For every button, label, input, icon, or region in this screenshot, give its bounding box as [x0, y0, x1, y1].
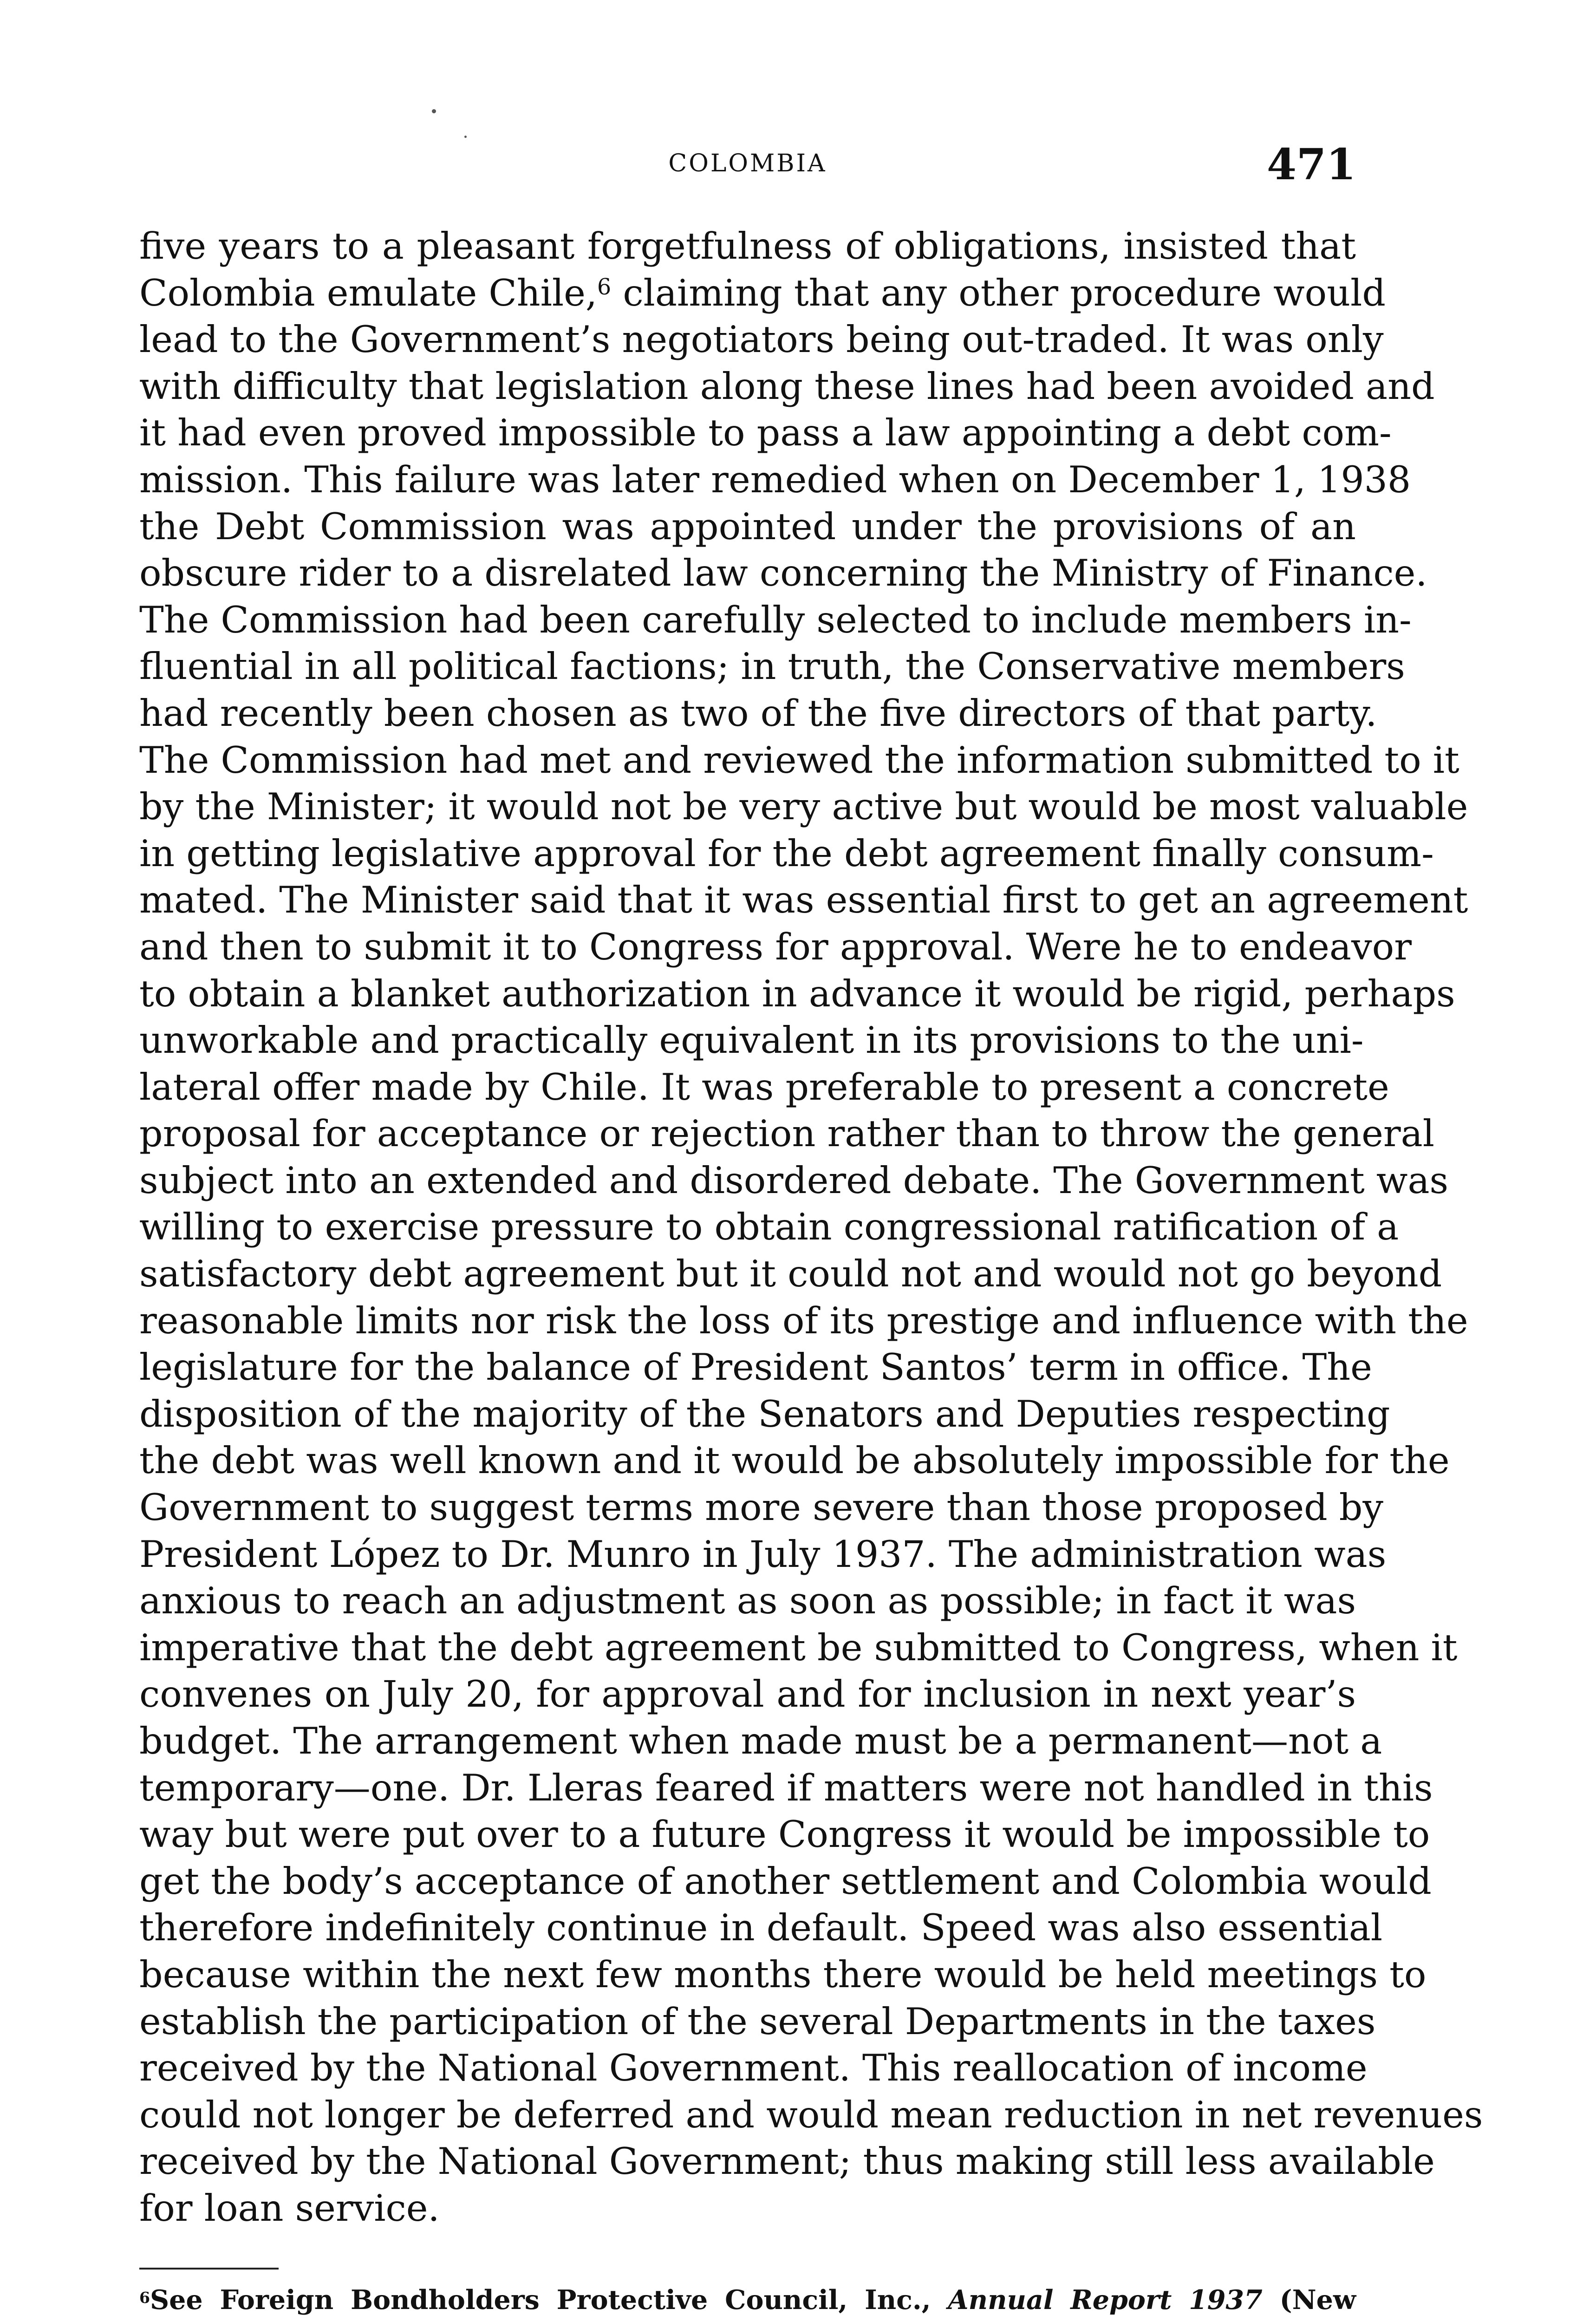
- text-line: for loan service.: [139, 2186, 440, 2230]
- text-line: received by the National Government. This reallocation of income: [139, 2047, 1368, 2090]
- text-line: legislature for the balance of President Santos’ term in office. The: [139, 1346, 1372, 1389]
- text-line: therefore indefinitely continue in default. Speed was also essential: [139, 1906, 1383, 1950]
- footnote-text: See Foreign Bondholders Protective Council, Inc.,: [150, 2284, 948, 2315]
- text-line: lead to the Government’s negotiators being out-traded. It was only: [139, 318, 1384, 361]
- text-line: received by the National Government; thus making still less available: [139, 2140, 1435, 2183]
- text-line: could not longer be deferred and would mean reduction in net revenues: [139, 2093, 1483, 2136]
- text-line: in getting legislative approval for the debt agreement finally consum-: [139, 832, 1434, 875]
- running-head: [139, 139, 1356, 195]
- footnote-reference: 6: [597, 274, 612, 300]
- scan-speck: [432, 109, 436, 113]
- text-line: it had even proved impossible to pass a law appointing a debt com-: [139, 411, 1392, 455]
- running-title: COLOMBIA: [668, 150, 827, 177]
- text-line: The Commission had been carefully selected to include members in-: [139, 598, 1412, 641]
- text-line: with difficulty that legislation along these lines had been avoided and: [139, 365, 1435, 408]
- text-line: five years to a pleasant forgetfulness of obligations, insisted that: [139, 225, 1356, 267]
- scan-speck: [464, 136, 467, 138]
- body-paragraph: [139, 223, 1483, 2232]
- text-line: lateral offer made by Chile. It was preferable to present a concrete: [139, 1065, 1389, 1109]
- footnote-title: Annual Report 1937: [948, 2284, 1263, 2315]
- text-line: unworkable and practically equivalent in its provisions to the uni-: [139, 1019, 1364, 1062]
- text-line: by the Minister; it would not be very active but would be most valuable: [139, 785, 1468, 828]
- text-line: satisfactory debt agreement but it could not and would not go beyond: [139, 1252, 1442, 1296]
- text-line: Government to suggest terms more severe than those proposed by: [139, 1486, 1383, 1529]
- text-line: budget. The arrangement when made must be a permanent—not a: [139, 1720, 1382, 1762]
- text-line: mission. This failure was later remedied when on December 1, 1938: [139, 458, 1411, 501]
- text-line: fluential in all political factions; in truth, the Conservative members: [139, 645, 1405, 688]
- text-line: convenes on July 20, for approval and for inclusion in next year’s: [139, 1673, 1356, 1716]
- text-line: the debt was well known and it would be absolutely impossible for the: [139, 1439, 1450, 1482]
- footnote-line: [139, 2280, 1356, 2320]
- text-line: subject into an extended and disordered debate. The Government was: [139, 1159, 1449, 1202]
- text-line: because within the next few months there would be held meetings to: [139, 1953, 1427, 1996]
- text-line: President López to Dr. Munro in July 1937. The administration was: [139, 1533, 1387, 1576]
- text-line: [139, 270, 1386, 317]
- text-line-part: claiming that any other procedure would: [611, 271, 1386, 314]
- text-line: anxious to reach an adjustment as soon as possible; in fact it was: [139, 1579, 1356, 1623]
- footnote: [139, 2280, 1356, 2322]
- text-line: had recently been chosen as two of the five directors of that party.: [139, 691, 1377, 735]
- text-line: obscure rider to a disrelated law concerning the Ministry of Finance.: [139, 552, 1427, 595]
- text-line: proposal for acceptance or rejection rather than to throw the general: [139, 1112, 1434, 1155]
- footnote-text-cont: (New: [1262, 2284, 1356, 2315]
- text-line: establish the participation of the several Departments in the taxes: [139, 2000, 1376, 2043]
- footnote-rule: [139, 2268, 279, 2270]
- text-line: disposition of the majority of the Senators and Deputies respecting: [139, 1392, 1390, 1435]
- text-line: reasonable limits nor risk the loss of its prestige and influence with the: [139, 1299, 1468, 1342]
- text-line: to obtain a blanket authorization in advance it would be rigid, perhaps: [139, 972, 1455, 1015]
- text-line: mated. The Minister said that it was essential first to get an agreement: [139, 879, 1468, 922]
- text-line: the Debt Commission was appointed under the provisions of an: [139, 505, 1356, 548]
- text-line: and then to submit it to Congress for approval. Were he to endeavor: [139, 925, 1412, 968]
- text-line: The Commission had met and reviewed the information submitted to it: [139, 738, 1459, 782]
- page-number: 471: [1266, 139, 1356, 189]
- text-line: get the body’s acceptance of another settlement and Colombia would: [139, 1859, 1432, 1903]
- footnote-line: [139, 2320, 1356, 2322]
- text-line-part: Colombia emulate Chile,: [139, 271, 598, 314]
- text-line: imperative that the debt agreement be submitted to Congress, when it: [139, 1626, 1458, 1669]
- text-line: temporary—one. Dr. Lleras feared if matters were not handled in this: [139, 1766, 1433, 1809]
- footnote-marker: 6: [139, 2288, 150, 2307]
- text-line: willing to exercise pressure to obtain congressional ratification of a: [139, 1206, 1399, 1249]
- text-line: way but were put over to a future Congress it would be impossible to: [139, 1813, 1430, 1856]
